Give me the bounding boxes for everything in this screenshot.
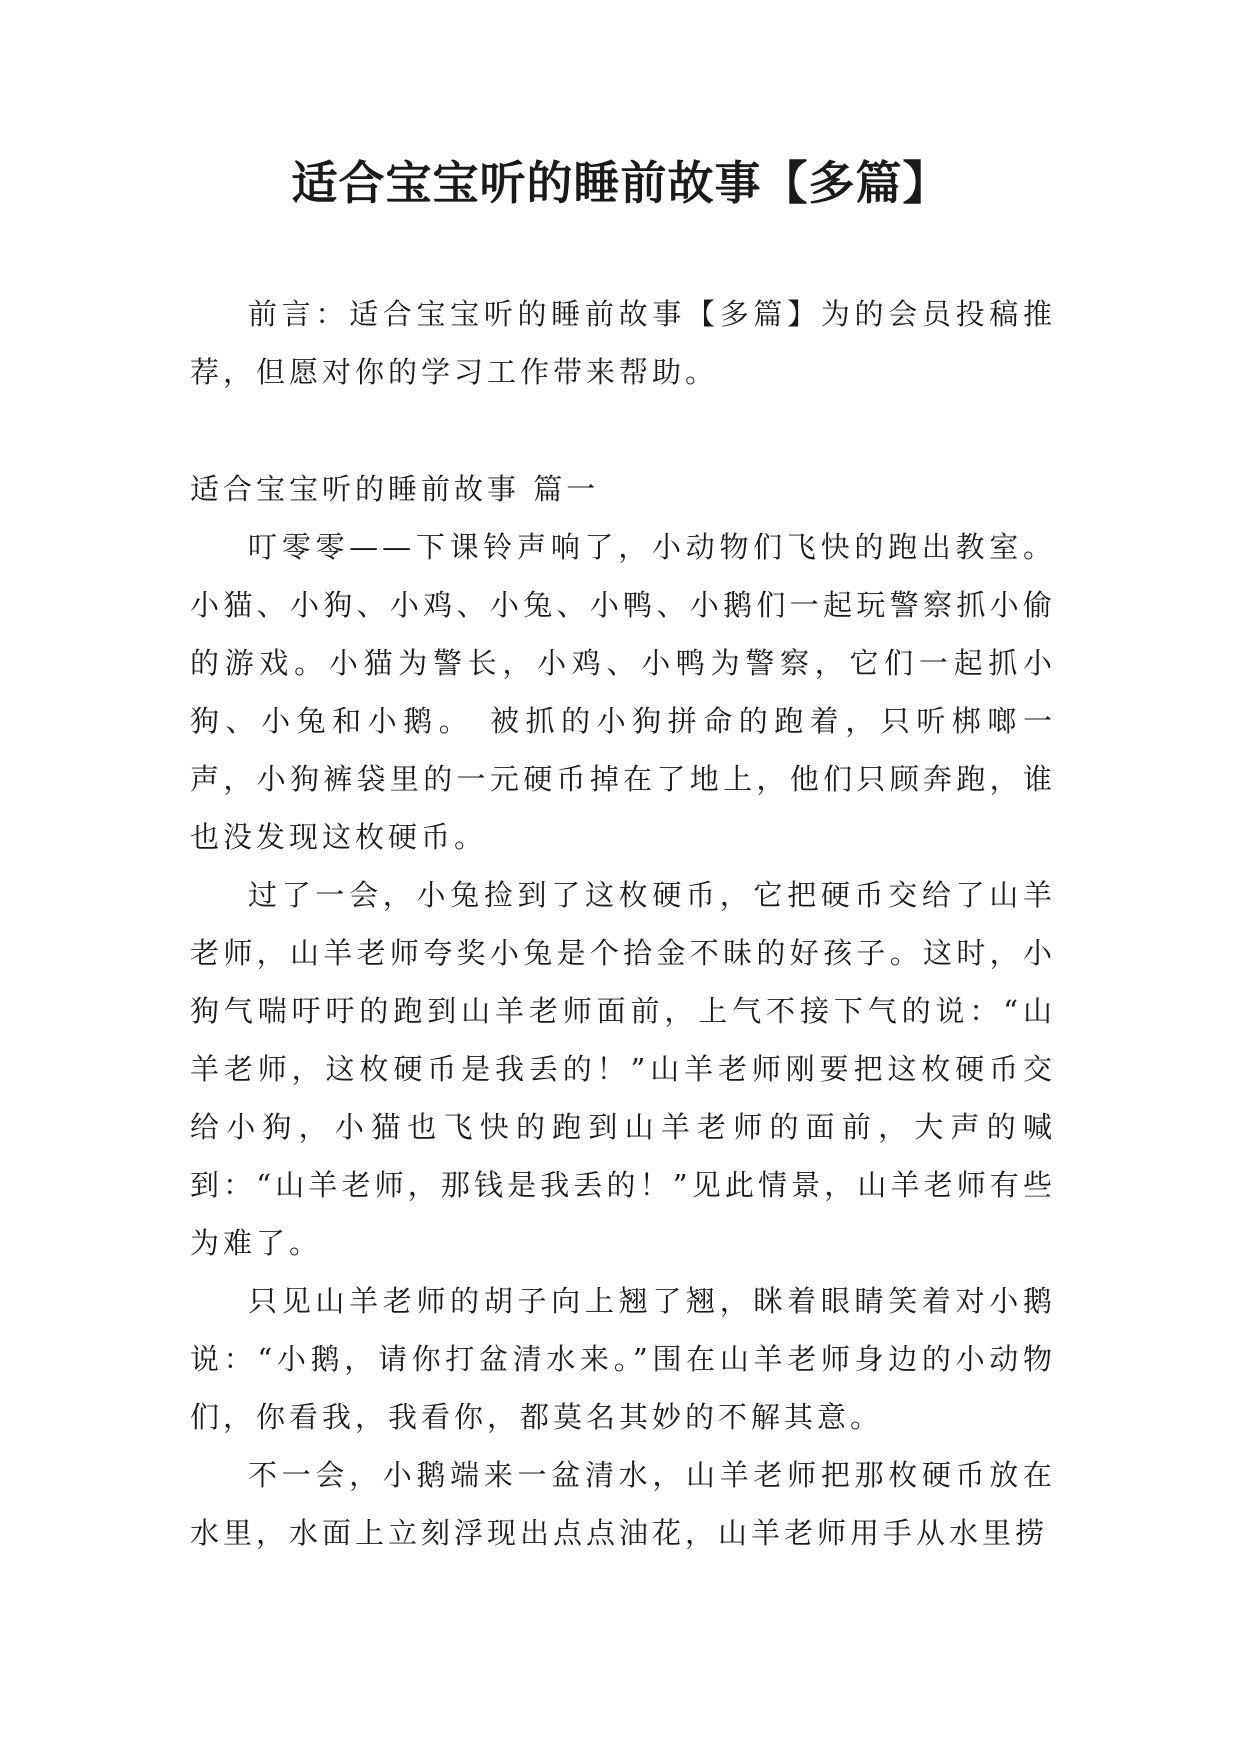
story-paragraph: 不一会，小鹅端来一盆清水，山羊老师把那枚硬币放在水里，水面上立刻浮现出点点油花，山羊老师用手从水里捞 <box>190 1458 1056 1550</box>
document-title: 适合宝宝听的睡前故事【多篇】 <box>291 156 950 210</box>
preface-paragraph: 前言：适合宝宝听的睡前故事【多篇】为的会员投稿推荐，但愿对你的学习工作带来帮助。 <box>190 297 1056 389</box>
story-paragraph: 过了一会，小兔捡到了这枚硬币，它把硬币交给了山羊老师，山羊老师夸奖小兔是个拾金不昧的好孩子。这时，小狗气喘吁吁的跑到山羊老师面前，上气不接下气的说：“山羊老师，这枚硬币是我丢的！”山羊老师刚要把这枚硬币交给小狗，小猫也飞快的跑到山羊老师的面前，大声的喊到：“山羊老师，那钱是我丢的！”见此情景，山羊老师有些为难了。 <box>190 878 1056 1260</box>
section-heading: 适合宝宝听的睡前故事 篇一 <box>190 472 600 506</box>
story-paragraph: 叮零零——下课铃声响了，小动物们飞快的跑出教室。小猫、小狗、小鸡、小兔、小鸭、小鹅们一起玩警察抓小偷的游戏。小猫为警长，小鸡、小鸭为警察，它们一起抓小狗、小兔和小鹅。 被抓的小狗拼命的跑着，只听梆啷一声，小狗裤袋里的一元硬币掉在了地上，他们只顾奔跑，谁也没发现这枚硬币。 <box>190 530 1056 854</box>
story-paragraph: 只见山羊老师的胡子向上翘了翘，眯着眼睛笑着对小鹅说：“小鹅，请你打盆清水来。”围在山羊老师身边的小动物们，你看我，我看你，都莫名其妙的不解其意。 <box>190 1284 1056 1434</box>
story-section <box>190 460 1056 1562</box>
